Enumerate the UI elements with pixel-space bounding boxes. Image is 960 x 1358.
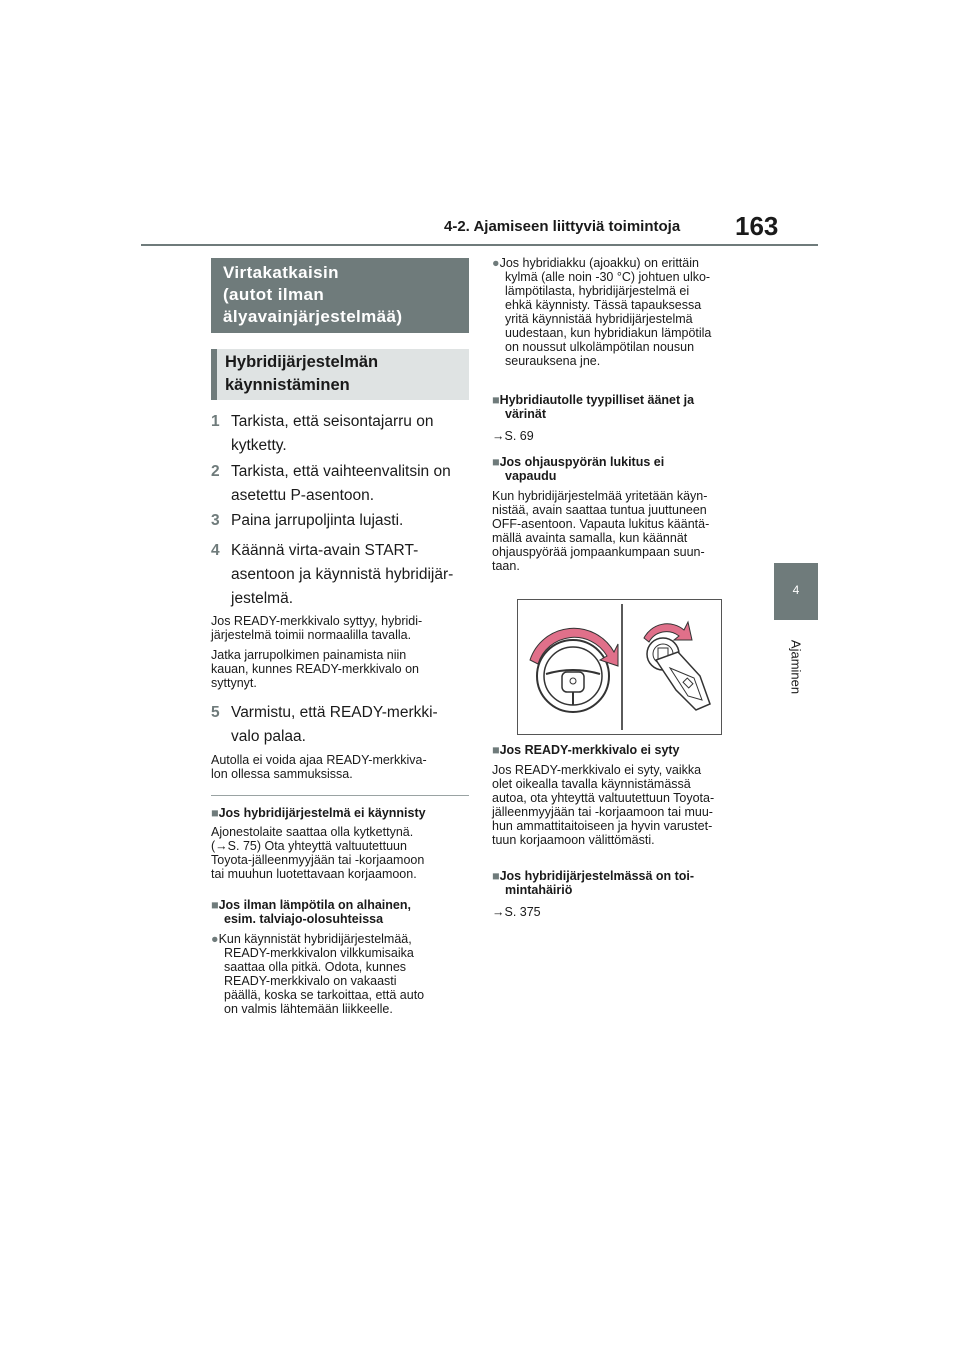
section-divider [211, 795, 469, 796]
heading-main [211, 258, 469, 333]
step-text: Tarkista, että seisontajarru on [231, 413, 434, 430]
step-number: 1 [211, 413, 220, 430]
square-icon: ■ [211, 898, 219, 912]
sub-body-line: (→S. 75) Ota yhteyttä valtuutettuun [211, 839, 407, 853]
step-5 [211, 701, 473, 749]
sub-body-line: tuun korjaamoon välittömästi. [492, 833, 655, 847]
sub-body-line: olet oikealla tavalla käynnistämässä [492, 777, 691, 791]
sub-body-line: hun ammattitaitoiseen ja hyvin varustet- [492, 819, 713, 833]
sub-body-line: Toyota-jälleenmyyjään tai -korjaamoon [211, 853, 425, 867]
sub-body-line: mällä avainta samalla, kun käännät [492, 531, 688, 545]
chapter-number: 4 [792, 583, 800, 597]
step-2 [211, 460, 473, 508]
step-number: 2 [211, 463, 220, 480]
sub-malfunction [492, 869, 762, 919]
heading-main-line: Virtakatkaisin [223, 263, 339, 282]
sub-body-line: Ajonestolaite saattaa olla kytkettynä. [211, 825, 414, 839]
sub-body-line: Kun hybridijärjestelmää yritetään käyn- [492, 489, 708, 503]
step-3 [211, 509, 473, 533]
square-icon: ■ [211, 806, 219, 820]
note-line: Jatka jarrupolkimen painamista niin [211, 648, 407, 662]
step-text: jestelmä. [231, 590, 294, 607]
note-keep-pressing [211, 648, 473, 690]
steering-wheel-icon [537, 640, 609, 712]
illustration-svg [518, 600, 721, 734]
step-text: Käännä virta-avain START- [231, 542, 419, 559]
bullet-dot-icon: ● [211, 932, 219, 946]
step-1 [211, 410, 473, 458]
sub-title: ■Jos ohjauspyörän lukitus ei vapaudu [492, 455, 665, 483]
sub-body-line: tai muuhun luotettavaan korjaamoon. [211, 867, 417, 881]
sub-body-line: autoa, ota yhteyttä valtuutettuun Toyota- [492, 791, 715, 805]
square-icon: ■ [492, 743, 500, 757]
sub-cold-weather [211, 898, 473, 1016]
sub-title: ■Hybridiautolle tyypilliset äänet ja värinät [492, 393, 695, 421]
sub-body-line: OFF-asentoon. Vapauta lukitus kääntä- [492, 517, 710, 531]
ignition-key-icon [647, 638, 710, 710]
note-line: lon ollessa sammuksissa. [211, 767, 353, 781]
step-number: 3 [211, 512, 220, 529]
chapter-tab [774, 563, 818, 620]
sub-title: ■Jos hybridijärjestelmä ei käynnisty [211, 806, 426, 820]
note-line: kauan, kunnes READY-merkkivalo on [211, 662, 419, 676]
sub-body-line: jälleenmyyjään tai -korjaamoon tai muu- [492, 805, 713, 819]
sub-no-start [211, 806, 473, 881]
chapter-label-text: Ajaminen [788, 639, 804, 695]
sub-body-line: taan. [492, 559, 520, 573]
step-text: Tarkista, että vaihteenvalitsin on [231, 463, 451, 480]
step-text: kytketty. [231, 437, 287, 454]
steering-key-illustration [517, 599, 722, 735]
heading-sub-bar [211, 349, 217, 400]
note-line: syttynyt. [211, 676, 257, 690]
sub-body-line: Jos READY-merkkivalo ei syty, vaikka [492, 763, 702, 777]
header-rule [141, 244, 818, 246]
sub-title: ■Jos ilman lämpötila on alhainen, esim. talviajo-olosuhteissa [211, 898, 411, 926]
note-line: järjestelmä toimii normaalilla tavalla. [211, 628, 412, 642]
page-reference[interactable]: →S. 69 [492, 429, 534, 443]
sub-title: ■Jos hybridijärjestelmässä on toi- mintahäiriö [492, 869, 695, 897]
sub-title: ■Jos READY-merkkivalo ei syty [492, 743, 680, 757]
step-4 [211, 539, 473, 611]
bullet-item: ●Kun käynnistät hybridijärjestelmää, READY-merkkivalon vilkkumisaika saattaa olla pitkä. Odota, kunnes READY-merkkivalo on vakaasti päällä, koska se tarkoittaa, että auto on valmis lähtemään liikkeelle. [211, 932, 425, 1016]
step-number: 5 [211, 704, 220, 721]
step-text: asentoon ja käynnistä hybridijär- [231, 566, 454, 583]
step-text: Paina jarrupoljinta lujasti. [231, 512, 404, 529]
note-line: Jos READY-merkkivalo syttyy, hybridi- [211, 614, 423, 628]
bullet-dot-icon: ● [492, 256, 500, 270]
heading-main-line: älyavainjärjestelmää) [223, 307, 403, 326]
note-ready-off [211, 753, 473, 781]
bullet-cold-battery: ●Jos hybridiakku (ajoakku) on erittäin kylmä (alle noin -30 °C) johtuen ulko- lämpötilasta, hybridijärjestelmä ei ehkä käynnisty. Tässä tapauksessa yritä käynnistää hybridijärjestelmä uudestaan, kun hybridiakun lämpötila on noussut ulkolämpötilan nousun seurauksena jne. [492, 256, 712, 368]
page-reference[interactable]: →S. 375 [492, 905, 541, 919]
step-number: 4 [211, 542, 220, 559]
section-title: 4-2. Ajamiseen liittyviä toimintoja [444, 218, 681, 235]
page-number: 163 [735, 211, 779, 241]
heading-main-line: (autot ilman [223, 285, 325, 304]
square-icon: ■ [492, 455, 500, 469]
step-text: valo palaa. [231, 728, 306, 745]
heading-sub-line: käynnistäminen [225, 376, 350, 394]
square-icon: ■ [492, 393, 500, 407]
sub-body-line: nistää, avain saattaa tuntua juuttuneen [492, 503, 707, 517]
sub-sounds [492, 393, 762, 443]
note-ready-on [211, 614, 473, 642]
chapter-label [786, 632, 806, 702]
sub-body-line: ohjauspyörää jompaankumpaan suun- [492, 545, 705, 559]
step-text: asetettu P-asentoon. [231, 487, 375, 504]
square-icon: ■ [492, 869, 500, 883]
heading-sub [211, 349, 469, 400]
step-text: Varmistu, että READY-merkki- [231, 704, 438, 721]
note-line: Autolla ei voida ajaa READY-merkkiva- [211, 753, 427, 767]
sub-ready-not-on [492, 743, 762, 847]
heading-sub-line: Hybridijärjestelmän [225, 353, 379, 371]
sub-steering-lock [492, 455, 762, 573]
